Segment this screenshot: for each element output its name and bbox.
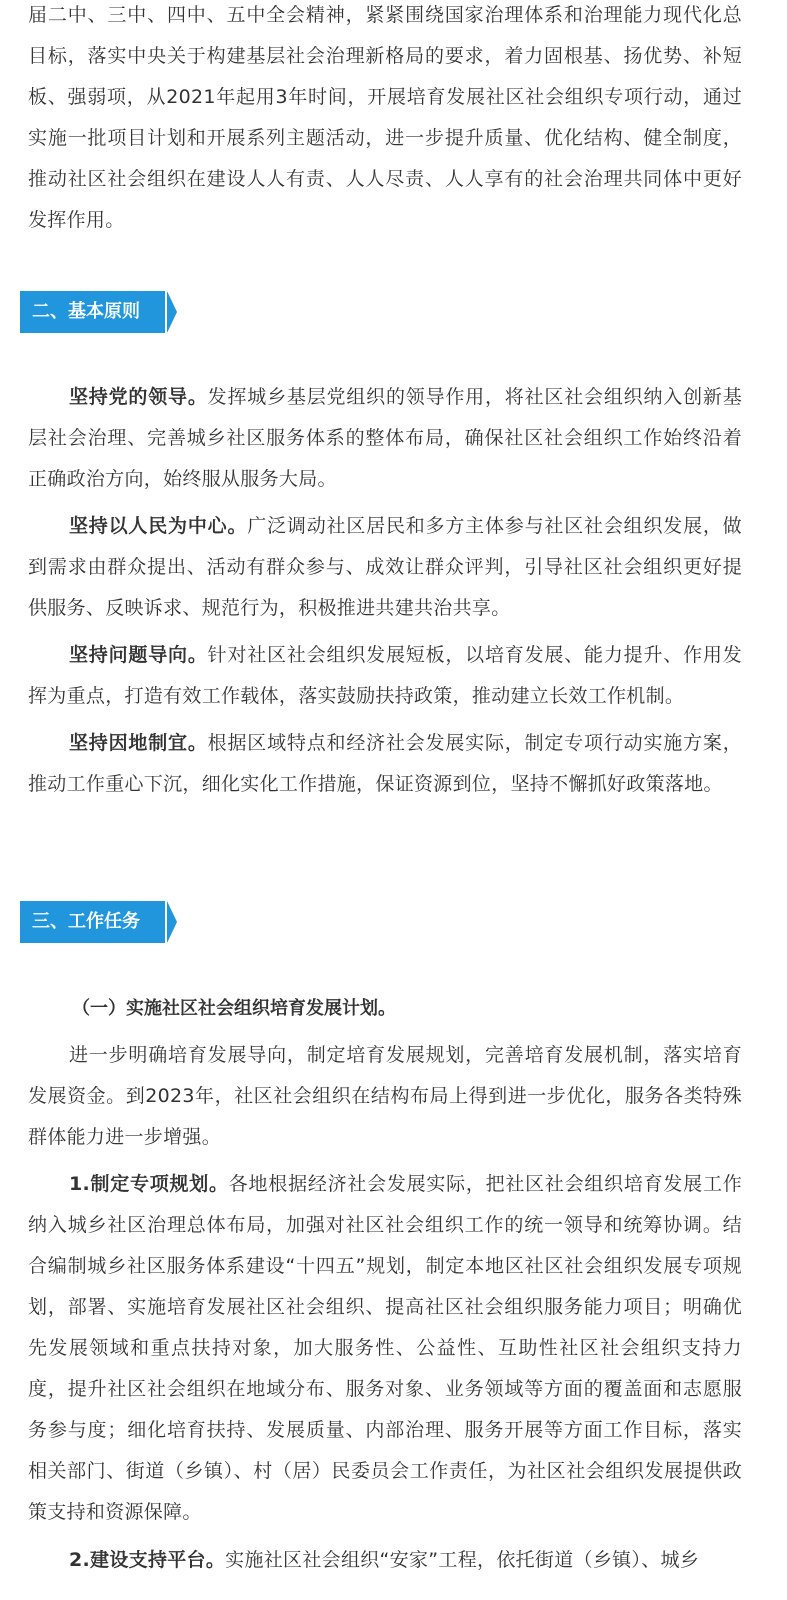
- principle-paragraph: [28, 377, 742, 500]
- principle-paragraph: [28, 723, 742, 805]
- section-heading-label: 二、基本原则: [32, 301, 140, 322]
- principle-lead: 坚持党的领导。: [69, 386, 208, 408]
- intro-paragraph: 届二中、三中、四中、五中全会精神，紧紧围绕国家治理体系和治理能力现代化总目标，落实中央关于构建基层社会治理新格局的要求，着力固根基、扬优势、补短板、强弱项，从2021年起用3年时间，开展培育发展社区社会组织专项行动，通过实施一批项目计划和开展系列主题活动，进一步提升质量、优化结构、健全制度，推动社区社会组织在建设人人有责、人人尽责、人人享有的社会治理共同体中更好发挥作用。: [28, 4, 742, 231]
- task-lead: 1.制定专项规划。: [69, 1173, 229, 1195]
- task-text: 各地根据经济社会发展实际，把社区社会组织培育发展工作纳入城乡社区治理总体布局，加强对社区社会组织工作的统一领导和统筹协调。结合编制城乡社区服务体系建设“十四五”规划，制定本地区社区社会组织发展专项规划，部署、实施培育发展社区社会组织、提高社区社会组织服务能力项目；明确优先发展领域和重点扶持对象，加大服务性、公益性、互助性社区社会组织支持力度，提升社区社会组织在地域分布、服务对象、业务领域等方面的覆盖面和志愿服务参与度；细化培育扶持、发展质量、内部治理、服务开展等方面工作目标，落实相关部门、街道（乡镇）、村（居）民委员会工作责任，为社区社会组织发展提供政策支持和资源保障。: [28, 1173, 742, 1523]
- subsection-intro-paragraph: 进一步明确培育发展导向，制定培育发展规划，完善培育发展机制，落实培育发展资金。到2023年，社区社会组织在结构布局上得到进一步优化，服务各类特殊群体能力进一步增强。: [28, 1044, 742, 1148]
- principle-lead: 坚持问题导向。: [69, 644, 208, 666]
- principle-lead: 坚持以人民为中心。: [69, 515, 248, 537]
- task-text: 实施社区社会组织“安家”工程，依托街道（乡镇）、城乡: [225, 1549, 700, 1571]
- section-heading-basic-principles: [20, 291, 165, 333]
- principle-text: 针对社区社会组织发展短板，以培育发展、能力提升、作用发挥为重点，打造有效工作载体，落实鼓励扶持政策，推动建立长效工作机制。: [28, 644, 742, 707]
- task-paragraph: [28, 1164, 742, 1533]
- subsection-heading: （一）实施社区社会组织培育发展计划。: [72, 998, 396, 1019]
- principle-text: 根据区域特点和经济社会发展实际，制定专项行动实施方案，推动工作重心下沉，细化实化工作措施，保证资源到位，坚持不懈抓好政策落地。: [28, 732, 742, 795]
- principle-paragraph: [28, 506, 742, 629]
- principle-text: 发挥城乡基层党组织的领导作用，将社区社会组织纳入创新基层社会治理、完善城乡社区服务体系的整体布局，确保社区社会组织工作始终沿着正确政治方向，始终服从服务大局。: [28, 386, 742, 490]
- heading-arrow-icon: [167, 291, 177, 333]
- principle-text: 广泛调动社区居民和多方主体参与社区社会组织发展，做到需求由群众提出、活动有群众参与、成效让群众评判，引导社区社会组织更好提供服务、反映诉求、规范行为，积极推进共建共治共享。: [28, 515, 742, 619]
- task-lead: 2.建设支持平台。: [69, 1549, 226, 1571]
- task-paragraph: [28, 1540, 742, 1581]
- heading-arrow-icon: [167, 901, 177, 943]
- section-heading-work-tasks: [20, 901, 165, 943]
- principle-lead: 坚持因地制宜。: [69, 732, 208, 754]
- section-heading-label: 三、工作任务: [32, 911, 140, 932]
- principle-paragraph: [28, 635, 742, 717]
